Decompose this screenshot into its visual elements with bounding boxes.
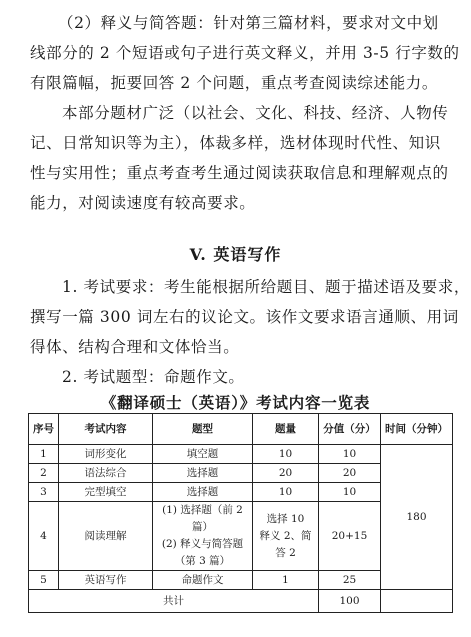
question-type (153, 502, 253, 571)
question-count-line: 选择 10 (266, 512, 305, 525)
question-count: 10 (253, 445, 319, 464)
table-row (29, 445, 453, 464)
question-count-line: 答 2 (275, 546, 296, 559)
text-line: 记、日常知识等为主），体裁多样，选材体现时代性、知识 (30, 134, 441, 152)
text-line: 2. 考试题型：命题作文。 (62, 368, 245, 386)
score: 20+15 (319, 502, 381, 571)
question-type: 填空题 (153, 445, 253, 464)
question-type: 选择题 (153, 464, 253, 483)
text-line: 1. 考试要求：考生能根据所给题目、题于描述语及要求， (62, 278, 470, 296)
score: 10 (319, 445, 381, 464)
exam-content-table (28, 413, 453, 613)
paragraph-writing-requirements (30, 272, 470, 362)
text-line: 有限篇幅，扼要回答 2 个问题，重点考查阅读综述能力。 (30, 74, 438, 92)
score: 10 (319, 483, 381, 502)
total-empty-cell (381, 590, 453, 613)
question-type: 命题作文 (153, 571, 253, 590)
text-line: （2）释义与简答题：针对第三篇材料，要求对文中划 (58, 14, 439, 32)
score: 25 (319, 571, 381, 590)
total-label: 共计 (29, 590, 319, 613)
header-cell: 题型 (153, 414, 253, 445)
text-line: 得体、结构合理和文体恰当。 (30, 338, 240, 356)
exam-content: 词形变化 (59, 445, 153, 464)
paragraph-reading-explanation (30, 8, 460, 98)
header-cell: 序号 (29, 414, 59, 445)
question-type-line: （第 3 篇） (174, 555, 231, 567)
table-title: 《翻译硕士（英语）》考试内容一览表 (100, 393, 371, 412)
question-count: 20 (253, 464, 319, 483)
header-cell: 考试内容 (59, 414, 153, 445)
row-number: 1 (29, 445, 59, 464)
header-cell: 题量 (253, 414, 319, 445)
table-header-row (29, 414, 453, 445)
time-total: 180 (381, 445, 453, 590)
row-number: 3 (29, 483, 59, 502)
paragraph-reading-scope (30, 98, 450, 218)
total-score: 100 (319, 590, 381, 613)
section-heading: V. 英语写作 (189, 245, 282, 264)
row-number: 4 (29, 502, 59, 571)
table-total-row (29, 590, 453, 613)
header-cell: 时间（分钟） (381, 414, 453, 445)
question-count: 10 (253, 483, 319, 502)
question-type-line: (1) 选择题（前 2 篇） (162, 504, 243, 533)
exam-content: 阅读理解 (59, 502, 153, 571)
text-line: 本部分题材广泛（以社会、文化、科技、经济、人物传 (62, 104, 449, 122)
question-type-line: (2) 释义与简答题 (161, 538, 244, 550)
score: 20 (319, 464, 381, 483)
text-line: 线部分的 2 个短语或句子进行英文释义，并用 3-5 行字数的 (30, 44, 460, 62)
question-count-line: 释义 2、简 (259, 529, 312, 542)
question-type: 选择题 (153, 483, 253, 502)
text-line: 撰写一篇 300 词左右的议论文。该作文要求语言通顺、用词 (30, 308, 459, 326)
text-line: 性与实用性；重点考查考生通过阅读获取信息和理解观点的 (30, 164, 449, 182)
exam-content: 完型填空 (59, 483, 153, 502)
text-line: 能力，对阅读速度有较高要求。 (30, 194, 256, 212)
row-number: 2 (29, 464, 59, 483)
paragraph-writing-format (30, 362, 450, 392)
row-number: 5 (29, 571, 59, 590)
question-count: 1 (253, 571, 319, 590)
exam-content: 英语写作 (59, 571, 153, 590)
question-count (253, 502, 319, 571)
exam-content: 语法综合 (59, 464, 153, 483)
header-cell: 分值（分） (319, 414, 381, 445)
